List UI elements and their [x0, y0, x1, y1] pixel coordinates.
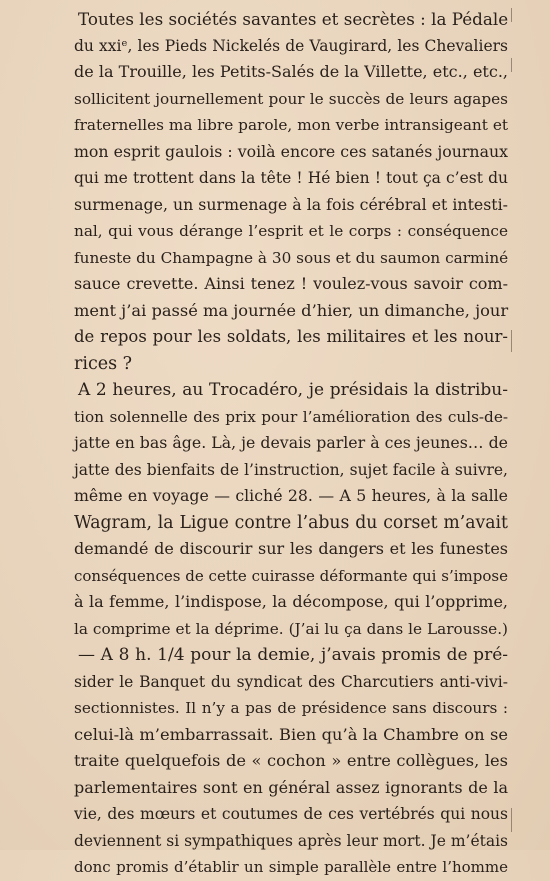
- text-line: rices ?: [74, 353, 133, 374]
- text-line: funeste du Champagne à 30 sous et du saumon carminé: [74, 248, 509, 267]
- text-line: donc promis d’établir un simple parallèle entre l’homme: [74, 858, 508, 876]
- text-line: sauce crevette. Ainsi tenez ! voulez-vous savoir com-: [74, 274, 508, 293]
- text-line: jatte des bienfaits de l’instruction, sujet facile à suivre,: [74, 460, 508, 479]
- text-line: surmenage, un surmenage à la fois cérébral et intesti-: [74, 194, 508, 214]
- text-line: Toutes les sociétés savantes et secrètes : la Pédale: [78, 9, 509, 29]
- text-line: fraternelles ma libre parole, mon verbe intransigeant et: [74, 116, 508, 134]
- text-line: à la femme, l’indispose, la décompose, qui l’opprime,: [74, 592, 508, 611]
- margin-mark: [511, 58, 512, 72]
- text-line: deviennent si sympathiques après leur mort. Je m’étais: [74, 831, 508, 850]
- text-line: sollicitent journellement pour le succès de leurs agapes: [74, 89, 508, 108]
- text-line: nal, qui vous dérange l’esprit et le corps : conséquence: [74, 222, 508, 240]
- text-line: jatte en bas âge. Là, je devais parler à ces jeunes… de: [74, 433, 508, 452]
- text-line: vie, des mœurs et coutumes de ces vertébrés qui nous: [74, 805, 508, 823]
- text-line: du xxiᵉ, les Pieds Nickelés de Vaugirard, les Chevaliers: [74, 36, 508, 55]
- text-line: sider le Banquet du syndicat des Charcutiers anti-vivi-: [74, 672, 508, 691]
- text-line: sectionnistes. Il n’y a pas de présidence sans discours :: [74, 699, 508, 717]
- text-line: mon esprit gaulois : voilà encore ces satanés journaux: [74, 141, 508, 161]
- text-line: tion solennelle des prix pour l’amélioration des culs-de-: [74, 407, 508, 426]
- text-line: Wagram, la Ligue contre l’abus du corset m’avait: [74, 512, 508, 533]
- text-line: de la Trouille, les Petits-Salés de la Villette, etc., etc.,: [74, 62, 508, 81]
- text-line: la comprime et la déprime. (J’ai lu ça dans le Larousse.): [74, 619, 508, 638]
- text-line: A 2 heures, au Trocadéro, je présidais la distribu-: [78, 380, 508, 400]
- text-line: traite quelquefois de « cochon » entre collègues, les: [74, 751, 508, 770]
- margin-mark: [511, 330, 512, 352]
- body-text: [74, 6, 508, 881]
- margin-mark: [511, 8, 512, 22]
- text-line: — A 8 h. 1/4 pour la demie, j’avais promis de pré-: [78, 645, 508, 665]
- text-line: même en voyage — cliché 28. — A 5 heures, à la salle: [74, 486, 508, 505]
- text-line: demandé de discourir sur les dangers et les funestes: [74, 539, 508, 558]
- text-line: conséquences de cette cuirasse déformante qui s’impose: [74, 566, 508, 585]
- text-line: celui-là m’embarrassait. Bien qu’à la Chambre on se: [74, 724, 508, 744]
- text-line: qui me trottent dans la tête ! Hé bien ! tout ça c’est du: [74, 169, 508, 187]
- text-line: de repos pour les soldats, les militaires et les nour-: [74, 327, 508, 346]
- text-line: ment j’ai passé ma journée d’hier, un dimanche, jour: [74, 300, 509, 320]
- margin-mark: [511, 808, 512, 832]
- text-line: parlementaires sont en général assez ignorants de la: [74, 777, 508, 797]
